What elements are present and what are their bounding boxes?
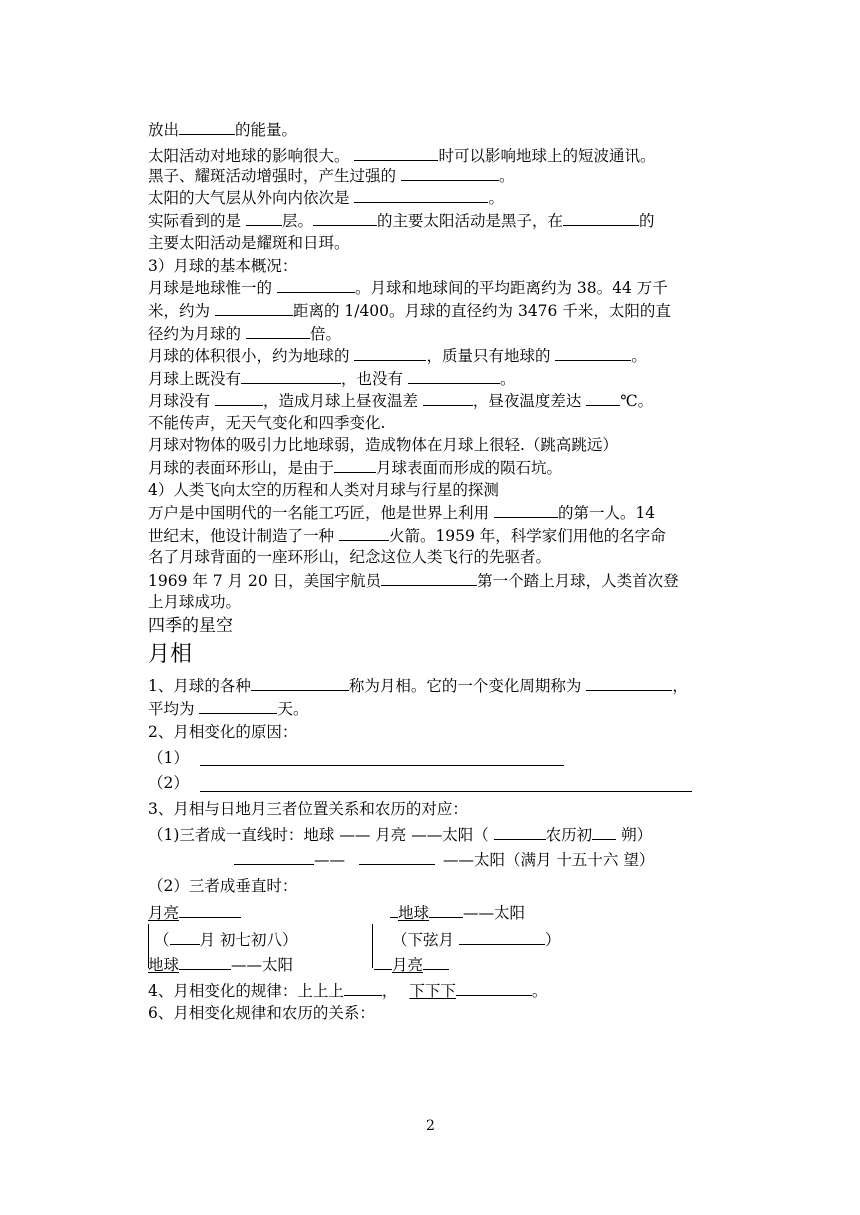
blank (586, 675, 672, 691)
vertical-line (372, 924, 373, 968)
blank (381, 570, 477, 586)
answer-line (200, 791, 692, 792)
blank (354, 187, 488, 203)
blank (456, 980, 532, 996)
text-line: 月球的体积很小，约为地球的 ，质量只有地球的 。 (148, 347, 647, 365)
diagram-label: （ 月 初七初八） (154, 931, 298, 949)
blank (592, 824, 616, 840)
text-line: —— ——太阳（满月 十五十六 望） (234, 849, 654, 871)
section-heading: 2、月相变化的原因： (148, 723, 298, 741)
blank (344, 980, 382, 996)
heading-seasons-sky: 四季的星空 (148, 616, 233, 636)
text-line: 实际看到的是 层。 的主要太阳活动是黑子，在 的 (148, 212, 655, 230)
blank (563, 210, 639, 226)
text-line: 太阳活动对地球的影响很大。 时可以影响地球上的短波通讯。 (148, 147, 656, 165)
blank (179, 954, 231, 970)
blank (401, 165, 499, 181)
blank (586, 390, 620, 406)
blank (313, 210, 377, 226)
blank (359, 849, 435, 865)
text-line: （1） (148, 749, 189, 767)
blank (339, 525, 389, 541)
text-line: 1969 年 7 月 20 日，美国宇航员 第一个踏上月球，人类首次登 (148, 572, 679, 590)
blank (423, 390, 473, 406)
blank (251, 675, 349, 691)
diagram-label: 月亮 (148, 902, 241, 924)
blank (199, 698, 277, 714)
section-heading: 6、月相变化规律和农历的关系： (148, 1004, 375, 1022)
blank (179, 902, 241, 918)
section-heading: 4）人类飞向太空的历程和人类对月球与行星的探测 (148, 481, 499, 499)
blank (179, 119, 235, 135)
section-heading: （2）三者成垂直时： (148, 877, 298, 895)
diagram-label: 地球 ——太阳 (390, 902, 525, 924)
text-line: 1、月球的各种 称为月相。它的一个变化周期称为 ， (148, 677, 688, 695)
text-line: 放出 的能量。 (148, 121, 298, 139)
diagram-label: 地球 ——太阳 (148, 956, 294, 974)
answer-line (200, 765, 564, 766)
text-line: 米，约为 距离的 1/400。月球的直径约为 3476 千米，太阳的直 (148, 302, 671, 320)
text-line: 上月球成功。 (148, 593, 242, 611)
page-number: 2 (426, 1118, 435, 1134)
blank (170, 929, 200, 945)
text-line: 名了月球背面的一座环形山，纪念这位人类飞行的先驱者。 (148, 548, 552, 566)
text-line: 月球没有 ，造成月球上昼夜温差 ，昼夜温度差达 ℃。 (148, 392, 654, 410)
diagram-label: （下弦月 ） (392, 931, 561, 949)
text-line: 平均为 天。 (148, 700, 309, 718)
text-line: （2） (148, 774, 189, 792)
text-line: 万户是中国明代的一名能工巧匠，他是世界上利用 的第一人。14 (148, 504, 656, 522)
blank (334, 457, 376, 473)
blank (408, 368, 500, 384)
text-line: 月球上既没有 ，也没有 。 (148, 370, 516, 388)
blank (215, 390, 263, 406)
section-heading: 3、月相与日地月三者位置关系和农历的对应： (148, 800, 468, 818)
blank (555, 345, 631, 361)
section-heading: 3）月球的基本概况： (148, 257, 298, 275)
blank (354, 145, 438, 161)
blank (246, 323, 310, 339)
blank (423, 954, 449, 970)
text-line: 太阳的大气层从外向内依次是 。 (148, 189, 504, 207)
text-line: 径约为月球的 倍。 (148, 325, 341, 343)
text-line: 不能传声，无天气变化和四季变化. (148, 414, 386, 432)
text-line: 主要太阳活动是耀斑和日珥。 (148, 234, 350, 252)
text-line: 月球是地球惟一的 。月球和地球间的平均距离约为 38。44 万千 (148, 279, 668, 297)
diagram-label: 月亮 (374, 954, 449, 976)
blank (429, 902, 463, 918)
blank (246, 210, 282, 226)
text-line: 月球的表面环形山，是由于 月球表面而形成的陨石坑。 (148, 459, 563, 477)
text-line: 黑子、耀斑活动增强时，产生过强的 。 (148, 167, 515, 185)
blank (494, 502, 558, 518)
blank (241, 368, 341, 384)
text-line: （1)三者成一直线时：地球 —— 月亮 ——太阳（ 农历初 朔） (148, 826, 653, 844)
blank (459, 929, 545, 945)
blank (354, 345, 426, 361)
text-line: 4、月相变化的规律：上上上 ， 下下下 。 (148, 982, 548, 1000)
blank (215, 300, 293, 316)
blank (234, 849, 314, 865)
text-line: 世纪末，他设计制造了一种 火箭。1959 年，科学家们用他的名字命 (148, 527, 666, 545)
text-line: 月球对物体的吸引力比地球弱，造成物体在月球上很轻.（跳高跳远） (148, 436, 618, 454)
blank (494, 824, 546, 840)
heading-moon-phase: 月相 (148, 642, 193, 667)
blank (277, 277, 355, 293)
